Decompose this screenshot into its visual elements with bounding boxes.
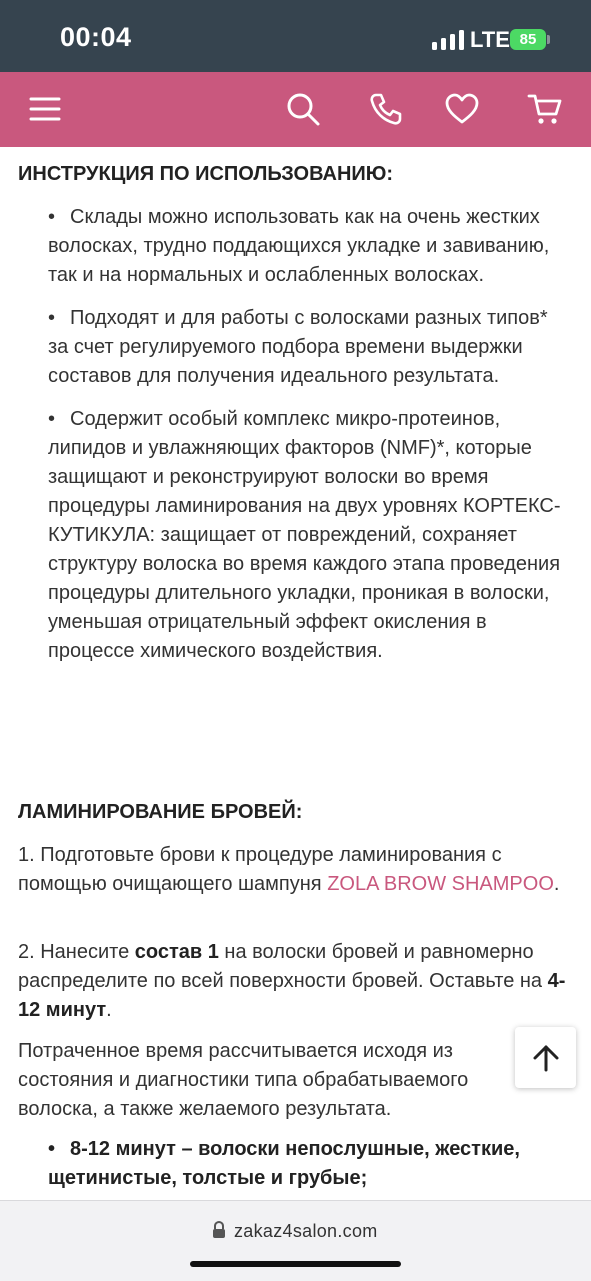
scroll-top-button[interactable] [515,1027,576,1088]
step-1 [18,841,578,899]
step-2-text-b: на волоски бровей и равномерно распределите по всей поверхности бровей. Оставьте на [18,941,548,992]
heart-icon [444,91,480,127]
timing-note: Потраченное время рассчитывается исходя из состояния и диагностики типа обрабатываемого волоска, а также желаемого результата. [18,1040,469,1120]
arrow-up-icon [531,1043,561,1073]
phone-button[interactable] [363,86,409,132]
brow-lamination-heading: ЛАМИНИРОВАНИЕ БРОВЕЙ: [18,801,303,823]
menu-icon [27,91,63,127]
step-2-text-a: 2. Нанесите [18,941,135,963]
wishlist-button[interactable] [439,86,485,132]
step-1-text: 1. Подготовьте брови к процедуре ламинирования с помощью очищающего шампуня [18,844,502,895]
list-item-text: 8-12 минут – волоски непослушные, жесткие, щетинистые, толстые и грубые; [48,1138,520,1189]
instructions-heading: ИНСТРУКЦИЯ ПО ИСПОЛЬЗОВАНИЮ: [18,163,394,185]
page-content [0,147,591,1200]
step-2-bold-b: 4-12 минут [18,970,566,1021]
battery-icon [510,29,546,50]
step-2 [18,938,578,1025]
phone-icon [368,91,404,127]
list-item [0,304,591,391]
list-item-text: Подходят и для работы с волосками разных типов* за счет регулируемого подбора времени выдержки составов для получения идеального результата. [48,307,548,387]
timing-list [0,1135,591,1200]
search-button[interactable] [280,86,326,132]
cart-icon [527,91,563,127]
list-item [0,1135,591,1193]
cart-button[interactable] [522,86,568,132]
site-header [0,72,591,147]
search-icon [285,91,321,127]
list-item [0,405,591,666]
browser-address-bar[interactable] [0,1200,591,1281]
bullet-icon: • [48,1138,56,1160]
menu-button[interactable] [22,86,68,132]
battery-cap [547,35,550,44]
bullet-icon: • [48,206,56,228]
shampoo-link[interactable]: ZOLA BROW SHAMPOO [327,873,554,895]
url-text[interactable]: zakaz4salon.com [234,1221,378,1241]
home-indicator[interactable] [190,1261,401,1267]
status-bar [0,0,591,72]
lock-icon [212,1221,226,1239]
step-2-end: . [106,999,112,1021]
signal-icon [432,30,464,50]
list-item [0,203,591,290]
status-time: 00:04 [60,22,132,52]
list-item-text: Склады можно использовать как на очень жестких волосках, трудно поддающихся укладке и завиванию, так и на нормальных и ослабленных волосках. [48,206,550,286]
instructions-list [0,203,591,680]
step-2-bold-a: состав 1 [134,941,219,963]
bullet-icon: • [48,307,56,329]
bullet-icon: • [48,408,56,430]
network-type: LTE [470,27,510,52]
list-item-text: Содержит особый комплекс микро-протеинов, липидов и увлажняющих факторов (NMF)*, которые защищают и реконструируют волоски во время процедуры ламинирования на двух уровнях КОРТЕКС-КУТИКУЛА: защищает от повреждений, сохраняет структуру волоска во время каждого этапа проведения процедуры длительного укладки, проникая в волоски, уменьшая отрицательный эффект окисления в процессе химического воздействия. [48,408,561,662]
step-1-end: . [553,873,560,895]
battery-level: 85 [519,31,537,48]
